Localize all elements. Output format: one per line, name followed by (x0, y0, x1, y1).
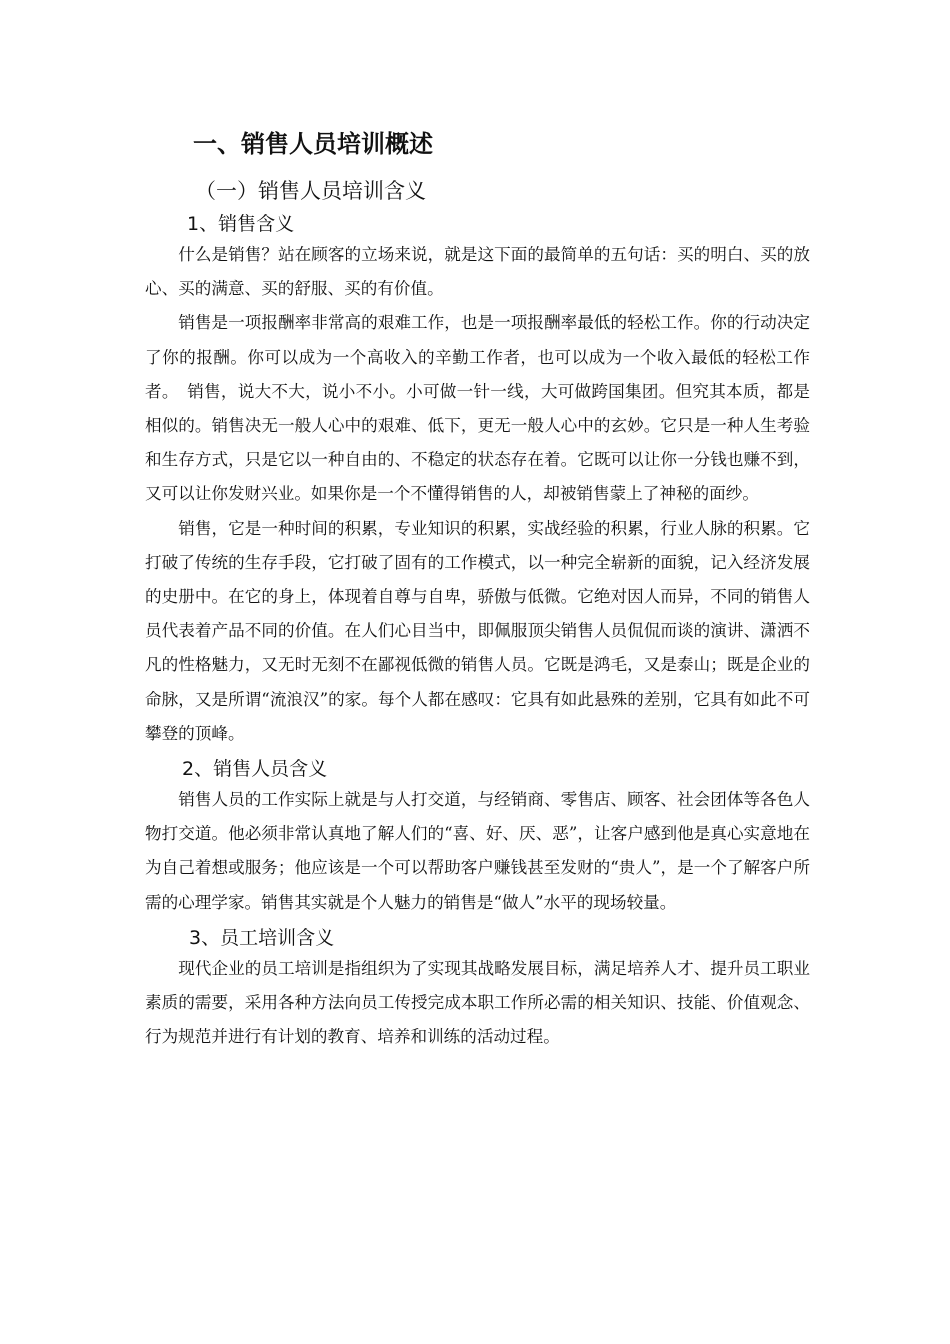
document-page (145, 128, 810, 1054)
subsection-heading-1: 1、销售含义 (187, 213, 295, 235)
section-heading: （一）销售人员培训含义 (195, 179, 426, 203)
paragraph-2-1: 销售人员的工作实际上就是与人打交道，与经销商、零售店、顾客、社会团体等各色人物打交道。他必须非常认真地了解人们的“喜、好、厌、恶”，让客户感到他是真心实意地在为自己着想或服务；他应该是一个可以帮助客户赚钱甚至发财的“贵人”，是一个了解客户所需的心理学家。销售其实就是个人魅力的销售是“做人”水平的现场较量。 (145, 790, 810, 912)
paragraph-3-1: 现代企业的员工培训是指组织为了实现其战略发展目标，满足培养人才、提升员工职业素质的需要，采用各种方法向员工传授完成本职工作所必需的相关知识、技能、价值观念、行为规范并进行有计划的教育、培养和训练的活动过程。 (145, 958, 810, 1047)
paragraph-1-2: 销售是一项报酬率非常高的艰难工作，也是一项报酬率最低的轻松工作。你的行动决定了你的报酬。你可以成为一个高收入的辛勤工作者，也可以成为一个收入最低的轻松工作者。 销售，说大不大，说小不小。小可做一针一线，大可做跨国集团。但究其本质，都是相似的。销售决无一般人心中的艰难、低下，更无一般人心中的玄妙。它只是一种人生考验和生存方式，只是它以一种自由的、不稳定的状态存在着。它既可以让你一分钱也赚不到，又可以让你发财兴业。如果你是一个不懂得销售的人，却被销售蒙上了神秘的面纱。 (145, 313, 810, 504)
paragraph-1-1: 什么是销售？站在顾客的立场来说，就是这下面的最简单的五句话：买的明白、买的放心、买的满意、买的舒服、买的有价值。 (145, 245, 810, 299)
subsection-heading-3: 3、员工培训含义 (189, 926, 335, 949)
paragraph-1-3: 销售，它是一种时间的积累，专业知识的积累，实战经验的积累，行业人脉的积累。它打破了传统的生存手段，它打破了固有的工作模式，以一种完全崭新的面貌，记入经济发展的史册中。在它的身上，体现着自尊与自卑，骄傲与低微。它绝对因人而异，不同的销售人员代表着产品不同的价值。在人们心目当中，即佩服顶尖销售人员侃侃而谈的演讲、潇洒不凡的性格魅力，又无时无刻不在鄙视低微的销售人员。它既是鸿毛，又是泰山；既是企业的命脉，又是所谓“流浪汉”的家。每个人都在感叹：它具有如此悬殊的差别，它具有如此不可攀登的顶峰。 (145, 518, 810, 743)
chapter-heading: 一、销售人员培训概述 (193, 130, 433, 158)
subsection-heading-2: 2、销售人员含义 (182, 758, 328, 781)
